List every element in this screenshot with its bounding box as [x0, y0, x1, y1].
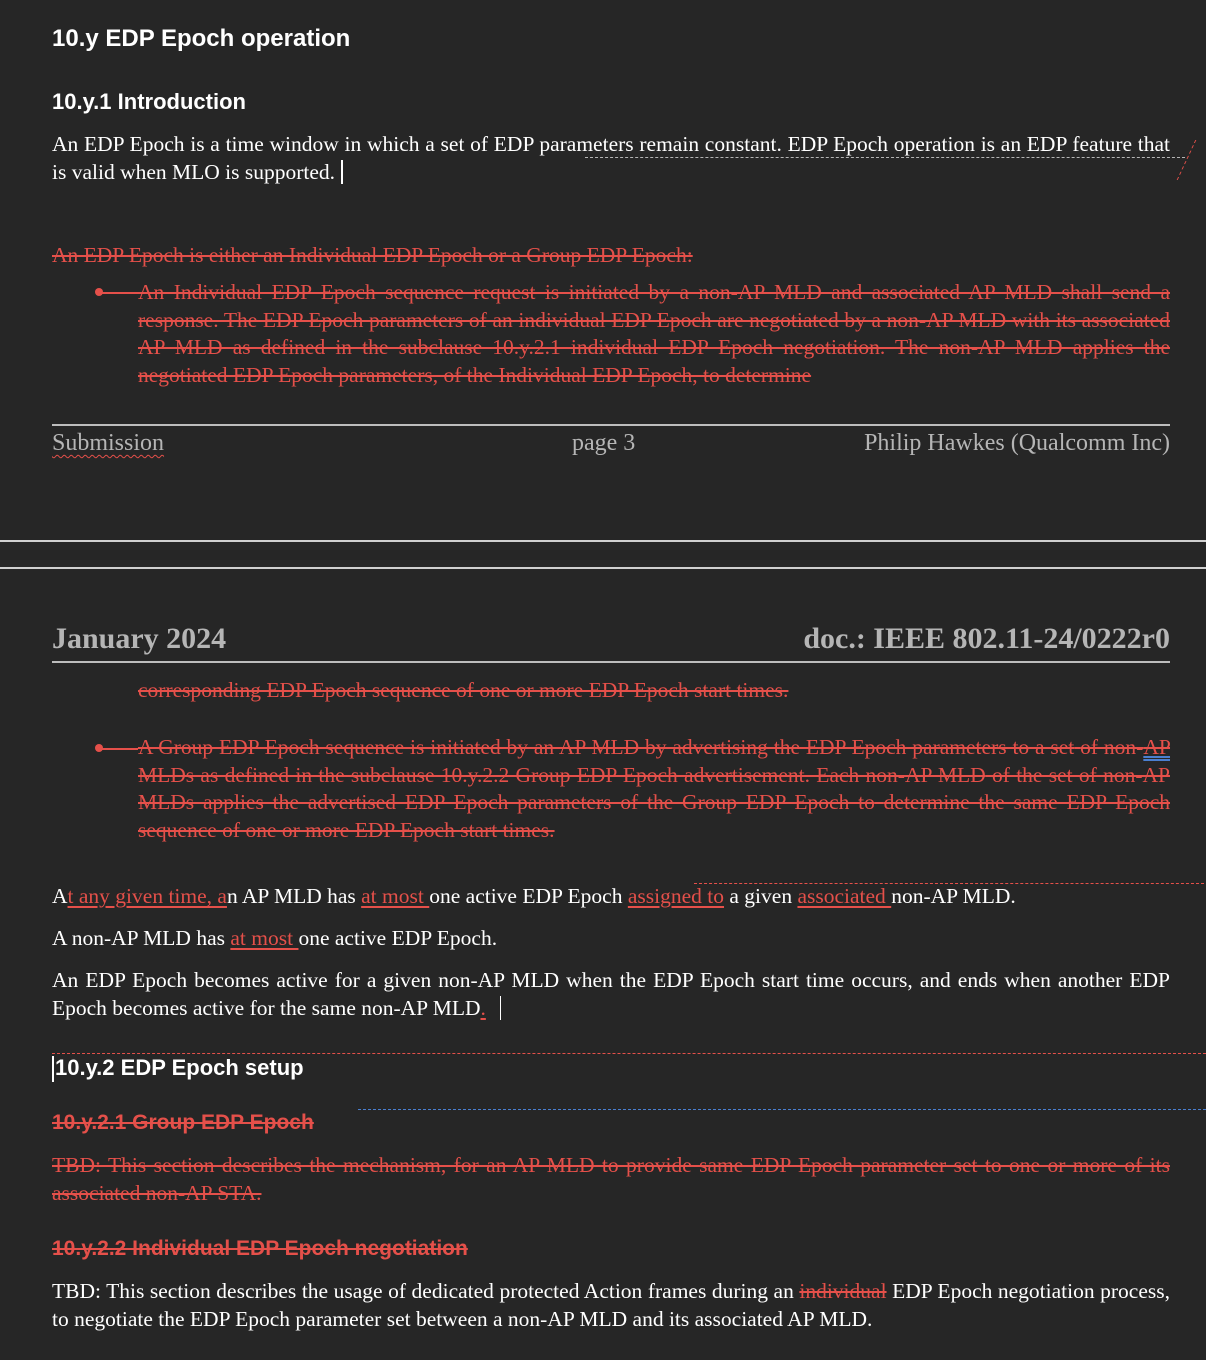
- bullet-strike: [100, 292, 138, 294]
- active-epoch-paragraph[interactable]: [52, 882, 1170, 910]
- t2: EDP Epoch negotiation process, to negotiate the EDP Epoch parameter set between a non-AP MLD and its associated AP MLD.: [52, 1279, 1171, 1331]
- subsection-heading-introduction: 10.y.1 Introduction: [52, 89, 246, 114]
- tbd-individual-negotiation[interactable]: [52, 1277, 1170, 1333]
- format-change-marker: [358, 1109, 1206, 1110]
- deleted-group-epoch-bullet: [138, 734, 1170, 844]
- intro-paragraph[interactable]: [52, 130, 1170, 186]
- header-date: January 2024: [52, 622, 227, 655]
- deleted-tbd-group-epoch: TBD: This section describes the mechanism, for an AP MLD to provide same EDP Epoch parameter set to one or more of its associated non-AP STA.: [52, 1153, 1170, 1205]
- change-marker-line: [52, 1053, 1206, 1054]
- t1: A: [52, 884, 68, 908]
- line-b1: of non-: [1080, 735, 1144, 759]
- t3: one active EDP Epoch: [429, 884, 628, 908]
- insert-at-most: at most: [230, 926, 299, 950]
- text-cursor: [52, 1056, 54, 1082]
- t1: TBD: This section describes the usage of dedicated protected Action frames during an: [52, 1279, 800, 1303]
- footer-rule: [52, 424, 1170, 426]
- header-rule: [52, 661, 1170, 663]
- t4: a given: [724, 884, 798, 908]
- footer-submission: Submission: [52, 430, 165, 456]
- becomes-text: An EDP Epoch becomes active for a given non-AP MLD when the EDP Epoch start time occurs, and ends when another EDP Epoch becomes active for the same non-AP MLD: [52, 968, 1170, 1020]
- t2: one active EDP Epoch.: [298, 926, 498, 950]
- header-doc-id: doc.: IEEE 802.11-24/0222r0: [803, 622, 1170, 655]
- deleted-individual-epoch-bullet: An Individual EDP Epoch sequence request is initiated by a non-AP MLD and associated AP MLD shall send a response. The EDP Epoch parameters of an individual EDP Epoch are negotiated by a non-AP MLD with its associated AP MLD as defined in the subclause 10.y.2.1 individual EDP Epoch negotiation. The non-AP MLD applies the negotiated EDP Epoch parameters, of the Individual EDP Epoch, to determine: [138, 280, 1170, 387]
- footer-page-number: page 3: [572, 430, 636, 456]
- line-a: A Group EDP Epoch sequence is initiated by an AP MLD by advertising the EDP Epoch parameters to a set: [138, 735, 1075, 759]
- delete-individual: individual: [799, 1279, 887, 1303]
- text-cursor: [500, 996, 502, 1020]
- footer-author: Philip Hawkes (Qualcomm Inc): [864, 430, 1170, 456]
- insert-assigned-to: assigned to: [627, 884, 725, 908]
- insert-period: .: [480, 996, 486, 1020]
- non-ap-mld-paragraph[interactable]: [52, 924, 1170, 952]
- t5: non-AP MLD.: [891, 884, 1016, 908]
- line-c: of the set of non-AP MLDs applies the advertised EDP Epoch parameters of the Group EDP Epoch to: [138, 762, 1170, 814]
- line-b3: MLDs as defined in the subclause 10.y.2.2 Group EDP Epoch advertisement. Each non-AP MLD: [138, 762, 986, 787]
- t1: A non-AP MLD has: [52, 926, 231, 950]
- intro-text: An EDP Epoch is a time window in which a set of EDP parameters remain constant. EDP Epoch operation is an EDP feature that is valid when MLO is supported.: [52, 132, 1170, 184]
- deleted-heading-individual-negotiation: 10.y.2.2 Individual EDP Epoch negotiation: [52, 1237, 468, 1260]
- insert-at-most: at most: [361, 884, 430, 908]
- insert-any-given-time: t any given time, a: [67, 884, 227, 908]
- page-break-top: [0, 540, 1206, 542]
- change-marker-line: [585, 157, 1185, 158]
- comment-connector: [1177, 140, 1206, 180]
- line-d: determine the same EDP Epoch sequence of one or more EDP Epoch start times.: [138, 790, 1170, 842]
- deleted-heading-group-epoch: 10.y.2.1 Group EDP Epoch: [52, 1111, 314, 1134]
- subsection-heading-setup: 10.y.2 EDP Epoch setup: [55, 1055, 304, 1080]
- deleted-bullet1-continuation: corresponding EDP Epoch sequence of one or more EDP Epoch start times.: [138, 678, 789, 702]
- t2: n AP MLD has: [226, 884, 362, 908]
- bullet-strike: [100, 748, 138, 750]
- spelling-flag-ap[interactable]: AP: [1143, 735, 1171, 759]
- insert-associated: associated: [797, 884, 892, 908]
- page-break-bottom: [0, 567, 1206, 569]
- epoch-becomes-active-paragraph[interactable]: [52, 966, 1170, 1022]
- deleted-epoch-types-lead: An EDP Epoch is either an Individual EDP Epoch or a Group EDP Epoch:: [52, 243, 693, 267]
- text-cursor: [341, 160, 343, 184]
- section-heading: 10.y EDP Epoch operation: [52, 25, 351, 52]
